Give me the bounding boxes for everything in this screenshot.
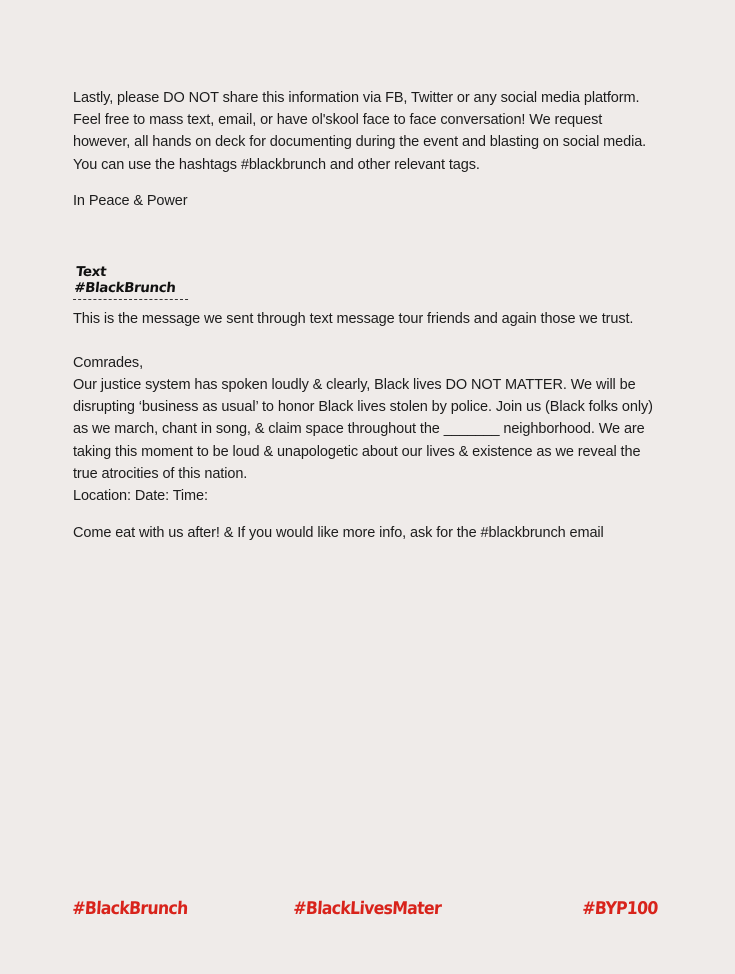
message-body: Our justice system has spoken loudly & clearly, Black lives DO NOT MATTER. We will be disrupting ‘business as usual’ to honor Black lives stolen by police. Join us (Black folks only) as we march, chant in song, & claim space throughout the _______ neighborhood. We are taking this moment to be loud & unapologetic about our lives & existence as we reveal the true atrocities of this nation.: [73, 377, 653, 482]
footer-hashtag-byp100: #BYP100: [581, 899, 659, 919]
signoff-text: In Peace & Power: [73, 193, 188, 209]
message-salutation: Comrades,: [73, 355, 144, 371]
message-details: Location: Date: Time:: [73, 488, 208, 504]
footer-hashtag-blacklivesmater: #BlackLivesMater: [292, 899, 442, 919]
intro-paragraph: Lastly, please DO NOT share this information via FB, Twitter or any social media platform. Feel free to mass text, email, or have ol'skool face to face conversation! We request however, all hands on deck for documenting during the event and blasting on social media. You can use the hashtags #blackbrunch and other relevant tags.: [73, 90, 647, 173]
footer-hashtag-blackbrunch: #BlackBrunch: [71, 899, 189, 919]
section-description: This is the message we sent through text message tour friends and again those we trust.: [73, 311, 634, 327]
message-closing: Come eat with us after! & If you would like more info, ask for the #blackbrunch email: [73, 525, 604, 541]
section-heading: Text #BlackBrunch: [73, 264, 192, 300]
